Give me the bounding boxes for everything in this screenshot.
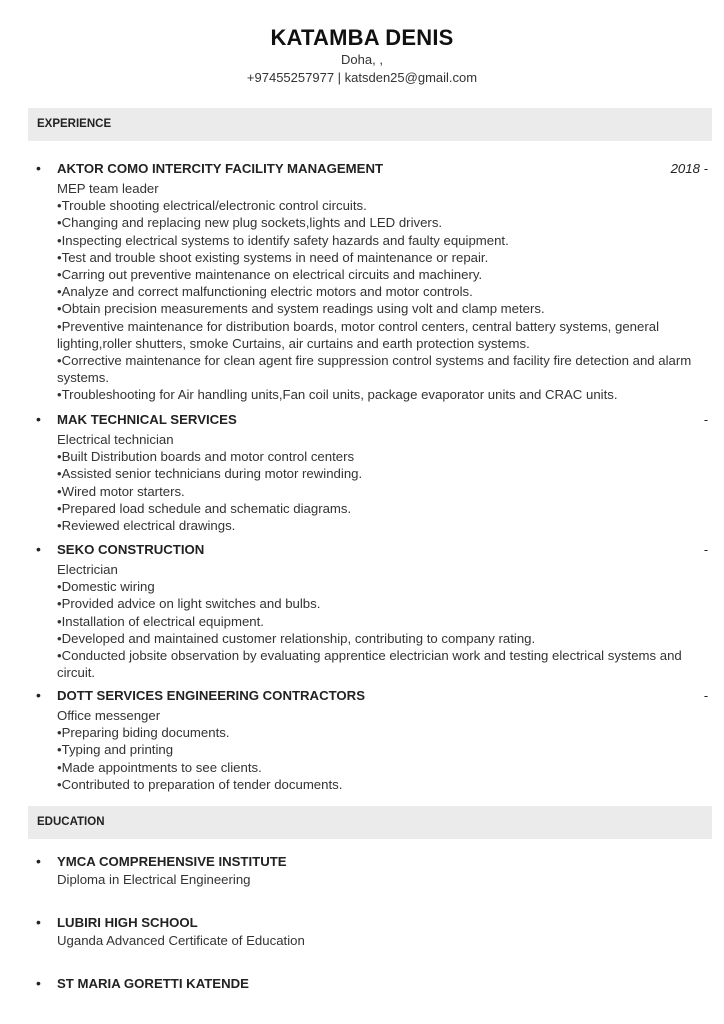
experience-section-title: EXPERIENCE <box>28 108 712 141</box>
duty-line: •Reviewed electrical drawings. <box>57 518 236 534</box>
entry-header <box>36 411 708 429</box>
duty-line: •Obtain precision measurements and system readings using volt and clamp meters. <box>57 301 545 317</box>
school-name: LUBIRI HIGH SCHOOL <box>57 915 198 930</box>
duty-line: •Domestic wiring <box>57 579 155 595</box>
duty-line: •Wired motor starters. <box>57 483 185 499</box>
job-title: MEP team leader <box>57 181 159 196</box>
bullet-icon: • <box>36 914 41 930</box>
entry-details <box>57 431 708 534</box>
employer-name: SEKO CONSTRUCTION <box>57 542 205 557</box>
entry-details <box>57 707 708 793</box>
duty-line: •Preventive maintenance for distribution boards, motor control centers, central battery systems, general lighting,roller shutters, smoke Curtains, air curtains and earth protection systems. <box>57 318 660 351</box>
job-title: Electrician <box>57 562 118 577</box>
experience-entry <box>36 411 708 534</box>
experience-entry <box>36 541 708 681</box>
duty-line: •Conducted jobsite observation by evaluating apprentice electrician work and testing electrical systems and circuit. <box>57 648 682 681</box>
bullet-icon: • <box>36 160 41 176</box>
duty-line: •Analyze and correct malfunctioning electric motors and motor controls. <box>57 284 473 300</box>
duty-line: •Inspecting electrical systems to identify safety hazards and faulty equipment. <box>57 232 509 248</box>
education-section-title: EDUCATION <box>28 806 712 839</box>
education-entry <box>36 914 708 949</box>
experience-entry <box>36 160 708 404</box>
experience-entry <box>36 687 708 793</box>
bullet-icon: • <box>36 853 41 869</box>
entry-header <box>36 541 708 559</box>
duty-line: •Assisted senior technicians during motor rewinding. <box>57 466 363 482</box>
school-name: ST MARIA GORETTI KATENDE <box>57 976 249 991</box>
bullet-icon: • <box>36 975 41 991</box>
duty-line: •Typing and printing <box>57 742 174 758</box>
duty-line: •Prepared load schedule and schematic diagrams. <box>57 500 352 516</box>
duty-line: •Carring out preventive maintenance on electrical circuits and machinery. <box>57 267 483 283</box>
duty-line: •Test and trouble shoot existing systems in need of maintenance or repair. <box>57 249 489 265</box>
duty-line: •Installation of electrical equipment. <box>57 613 264 629</box>
job-title: Office messenger <box>57 708 161 723</box>
education-entry <box>36 975 708 993</box>
employer-name: DOTT SERVICES ENGINEERING CONTRACTORS <box>57 688 365 703</box>
duty-line: •Built Distribution boards and motor control centers <box>57 449 355 465</box>
candidate-name: KATAMBA DENIS <box>270 25 454 50</box>
entry-header <box>36 687 708 705</box>
entry-details <box>57 180 708 404</box>
duty-line: •Corrective maintenance for clean agent fire suppression control systems and facility fire detection and alarm systems. <box>57 353 692 386</box>
employment-date: - <box>703 412 708 427</box>
qualification: Uganda Advanced Certificate of Education <box>57 933 305 948</box>
employer-name: AKTOR COMO INTERCITY FACILITY MANAGEMENT <box>57 161 384 176</box>
job-title: Electrical technician <box>57 432 174 447</box>
employment-date: 2018 - <box>670 161 708 176</box>
duty-line: •Provided advice on light switches and bulbs. <box>57 596 321 612</box>
school-name: YMCA COMPREHENSIVE INSTITUTE <box>57 854 287 869</box>
duty-line: •Made appointments to see clients. <box>57 759 262 775</box>
education-entry <box>36 853 708 888</box>
duty-line: •Preparing biding documents. <box>57 725 230 741</box>
location-line: Doha, , <box>341 52 383 67</box>
duty-line: •Troubleshooting for Air handling units,Fan coil units, package evaporator units and CRAC units. <box>57 387 618 403</box>
duty-line: •Trouble shooting electrical/electronic control circuits. <box>57 198 367 214</box>
entry-details <box>57 561 708 681</box>
duty-line: •Contributed to preparation of tender documents. <box>57 776 343 792</box>
employment-date: - <box>703 542 708 557</box>
qualification: Diploma in Electrical Engineering <box>57 872 251 887</box>
bullet-icon: • <box>36 411 41 427</box>
resume-header <box>0 0 724 87</box>
entry-header <box>36 160 708 178</box>
duty-line: •Developed and maintained customer relationship, contributing to company rating. <box>57 630 536 646</box>
duty-line: •Changing and replacing new plug sockets,lights and LED drivers. <box>57 215 443 231</box>
contact-line: +97455257977 | katsden25@gmail.com <box>246 70 478 85</box>
employment-date: - <box>703 688 708 703</box>
bullet-icon: • <box>36 687 41 703</box>
entry-header <box>36 853 708 871</box>
bullet-icon: • <box>36 541 41 557</box>
employer-name: MAK TECHNICAL SERVICES <box>57 412 237 427</box>
entry-header <box>36 975 708 993</box>
entry-header <box>36 914 708 932</box>
